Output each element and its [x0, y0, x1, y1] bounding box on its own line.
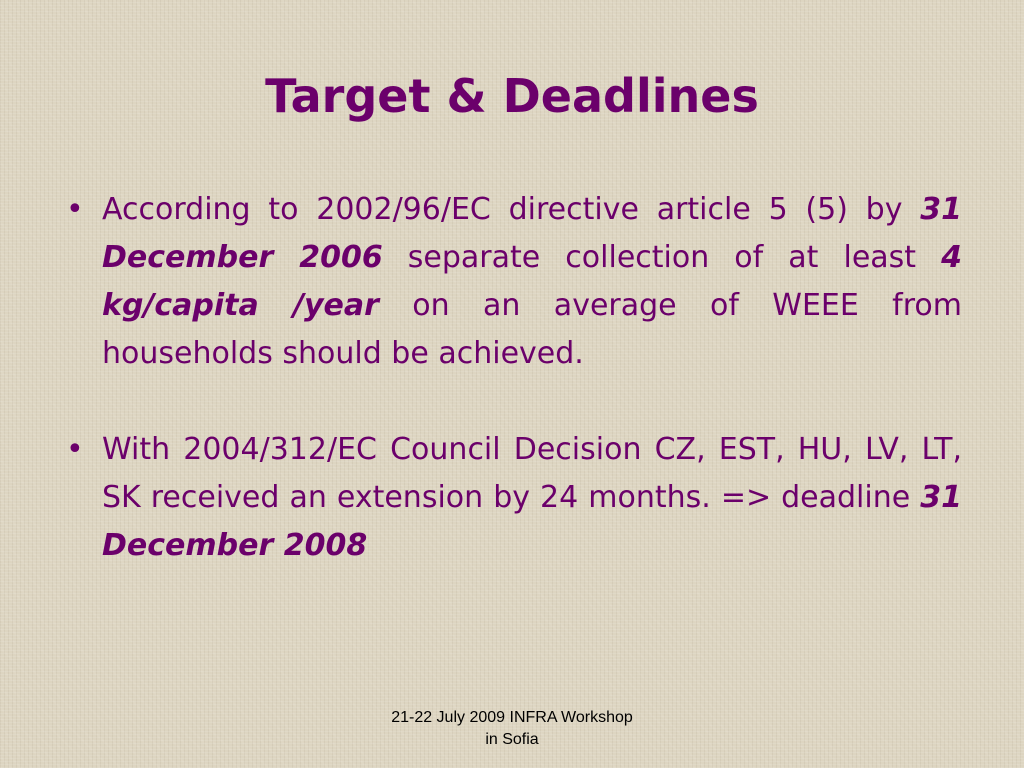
- bullet-text: separate collection of at least: [382, 240, 942, 275]
- footer-line-event: 21-22 July 2009 INFRA Workshop: [391, 709, 633, 726]
- bullet-list: [66, 186, 962, 570]
- bullet-dot-icon: •: [66, 432, 84, 467]
- collection-rate: 4 kg/capita /year: [102, 240, 963, 323]
- extended-deadline-date: 31 December 2008: [102, 480, 962, 563]
- bullet-text: According to 2002/96/EC directive article 5 (5) by: [102, 192, 921, 227]
- bullet-item-extension: [66, 426, 962, 570]
- footer-line-location: in Sofia: [485, 731, 539, 748]
- bullet-item-collection-target: [66, 186, 962, 378]
- bullet-text: With 2004/312/EC Council Decision CZ, EST, HU, LV, LT, SK received an extension by 24 months. => deadline: [102, 432, 962, 515]
- slide-title: Target & Deadlines: [265, 69, 759, 123]
- bullet-dot-icon: •: [66, 192, 84, 227]
- slide-footer: [312, 707, 712, 751]
- deadline-date: 31 December 2006: [102, 192, 962, 275]
- bullet-text: on an average of WEEE from households should be achieved.: [102, 288, 962, 371]
